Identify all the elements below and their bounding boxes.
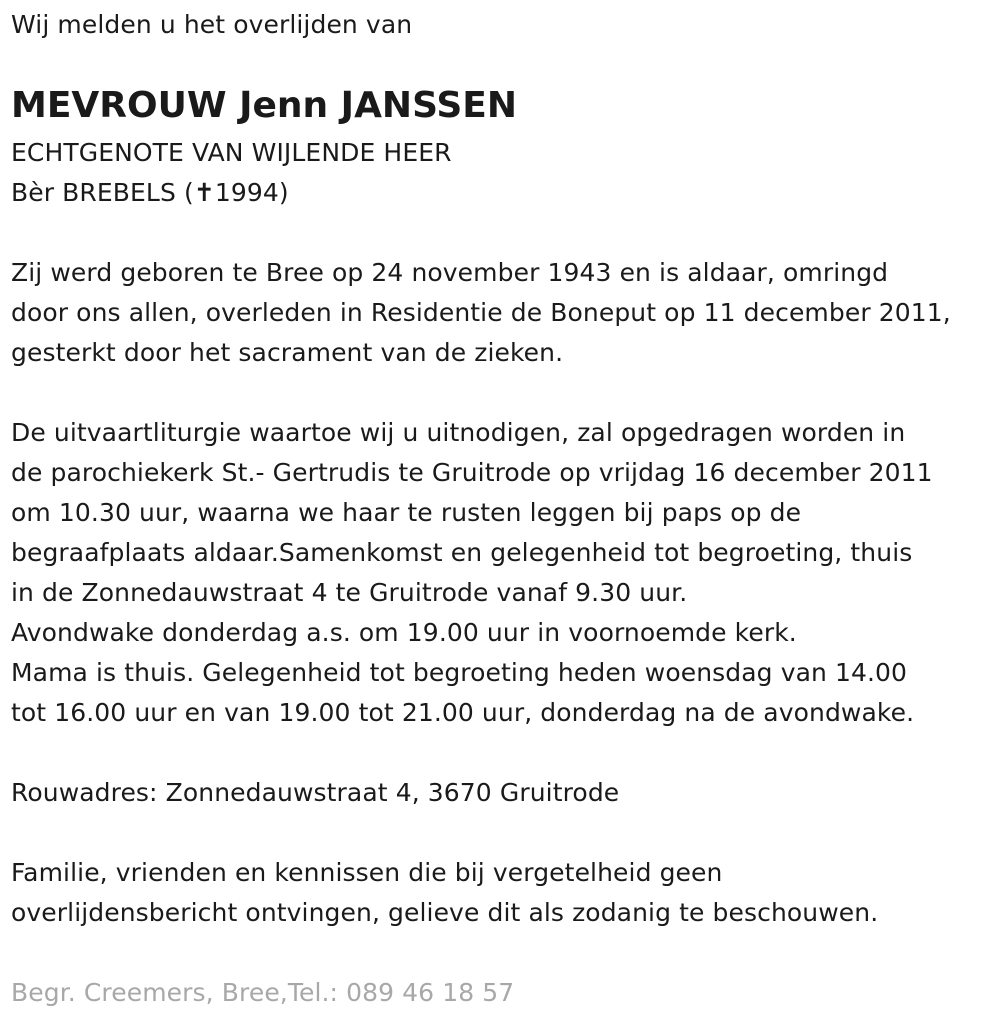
funeral-paragraph [11, 413, 933, 733]
paragraph-line: Mama is thuis. Gelegenheid tot begroeting heden woensdag van 14.00 [11, 658, 908, 687]
funeral-home-footer: Begr. Creemers, Bree,Tel.: 089 46 18 57 [11, 978, 515, 1007]
birth-death-paragraph [11, 253, 951, 373]
paragraph-line: Zij werd geboren te Bree op 24 november 1943 en is aldaar, omringd [11, 258, 889, 287]
paragraph-line: door ons allen, overleden in Residentie de Boneput op 11 december 2011, [11, 298, 951, 327]
paragraph-line: Avondwake donderdag a.s. om 19.00 uur in voornoemde kerk. [11, 618, 797, 647]
family-paragraph [11, 853, 878, 933]
paragraph-line: Familie, vrienden en kennissen die bij vergetelheid geen [11, 858, 723, 887]
intro-text: Wij melden u het overlijden van [11, 10, 413, 39]
deceased-name: MEVROUW Jenn JANSSEN [11, 85, 518, 126]
paragraph-line: in de Zonnedauwstraat 4 te Gruitrode vanaf 9.30 uur. [11, 578, 688, 607]
mourning-address: Rouwadres: Zonnedauwstraat 4, 3670 Gruitrode [11, 778, 620, 807]
paragraph-line: tot 16.00 uur en van 19.00 tot 21.00 uur, donderdag na de avondwake. [11, 698, 915, 727]
paragraph-line: begraafplaats aldaar.Samenkomst en gelegenheid tot begroeting, thuis [11, 538, 913, 567]
spouse-line-1: ECHTGENOTE VAN WIJLENDE HEER [11, 138, 452, 167]
paragraph-line: de parochiekerk St.- Gertrudis te Gruitrode op vrijdag 16 december 2011 [11, 458, 933, 487]
paragraph-line: om 10.30 uur, waarna we haar te rusten leggen bij paps op de [11, 498, 802, 527]
paragraph-line: De uitvaartliturgie waartoe wij u uitnodigen, zal opgedragen worden in [11, 418, 906, 447]
paragraph-line: overlijdensbericht ontvingen, gelieve dit als zodanig te beschouwen. [11, 898, 879, 927]
spouse-line-2: Bèr BREBELS (✝1994) [11, 178, 289, 207]
paragraph-line: gesterkt door het sacrament van de zieken. [11, 338, 564, 367]
